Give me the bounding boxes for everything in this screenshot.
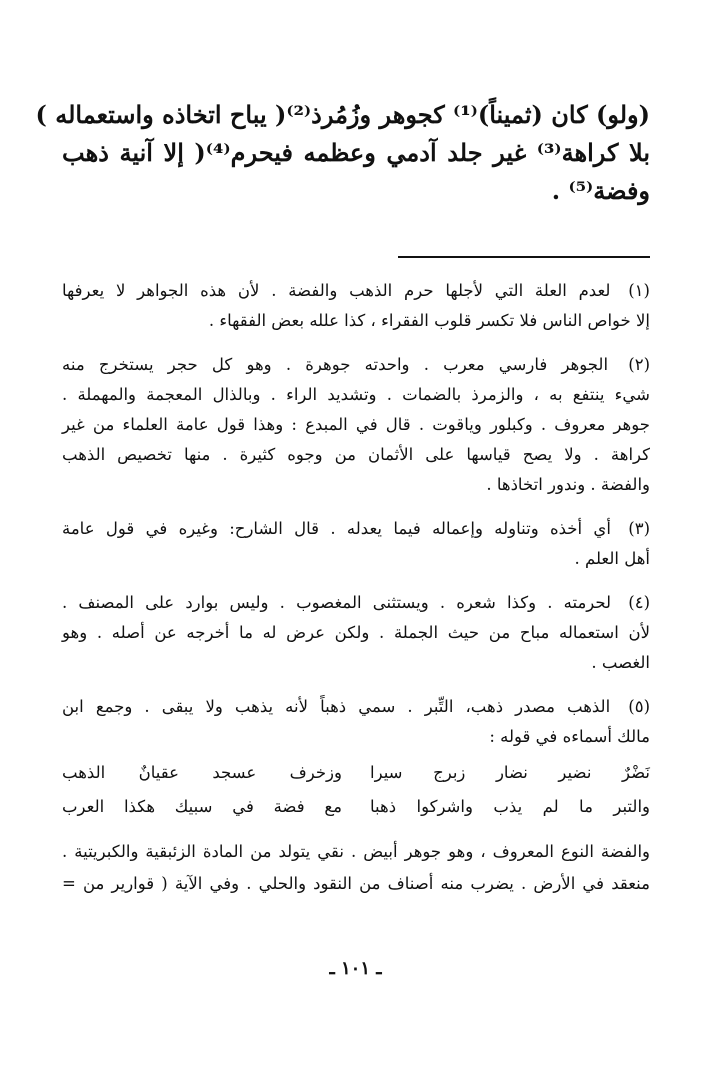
poem-verse [62,756,650,790]
footnote-line: (٥) الذهب مصدر ذهب، التِّبر . سمي ذهباً لأنه يذهب ولا يبقى . وجمع ابن [62,697,651,716]
poem-verses [62,756,650,824]
poem-hemistich-right: نَضْرٌ نضير نضار زبرج سيرا [370,763,650,782]
footnote-1 [62,276,650,336]
footnotes [62,276,650,900]
footnote-line: مالك أسماءه في قوله : [489,727,650,746]
footnote-5-continuation [62,836,650,900]
poem-verse [62,790,650,824]
footnote-line: إلا خواص الناس فلا تكسر قلوب الفقراء ، كذا علله بعض الفقهاء . [208,311,650,330]
footnote-number: (٥) [628,697,651,716]
page-number: ـ ١٠١ ـ [329,958,382,979]
footnote-line: (٤) لحرمته . وكذا شعره . ويستثنى المغصوب . وليس بوارد على المصنف . [62,593,650,612]
footnote-line: أهل العلم . [574,549,650,568]
main-text [35,96,651,210]
footnote-line: (٢) الجوهر فارسي معرب . واحدته جوهرة . وهو كل حجر يستخرج منه [62,355,650,374]
footnote-line: والفضة النوع المعروف ، وهو جوهر أبيض . نقي يتولد من المادة الزئبقية والكبريتية . [62,842,650,861]
footnote-separator [398,256,650,258]
main-text-line: بلا كراهة⁽³⁾ غير جلد آدمي وعظمه فيحرم⁽⁴⁾( إلا آنية ذهب [62,138,651,167]
footnote-line: كراهة . ولا يصح قياسها على الأثمان من وجوه كثيرة . منها تخصيص الذهب [62,445,650,464]
footnote-line: شيء ينتفع به ، والزمرذ بالضمات . وتشديد الراء . وبالذال المعجمة والمهملة . [62,385,650,404]
footnote-number: (٣) [628,519,651,538]
footnote-3 [62,514,650,574]
poem-hemistich-left: مع فضة في سبيك هكذا العرب [62,797,342,816]
poem-hemistich-left: وزخرف عسجد عقيانٌ الذهب [62,763,342,782]
footnote-line: لأن استعماله مباح من حيث الجملة . ولكن عرض له ما أخرجه عن أصله . وهو [62,623,650,642]
footnote-line: والفضة . وندور اتخاذها . [486,475,650,494]
footnote-number: (١) [628,281,650,300]
poem-hemistich-right: والتبر ما لم يذب واشركوا ذهبا [370,797,650,816]
footnote-line: الغصب . [591,653,650,672]
footnote-line: جوهر معروف . وكبلور وياقوت . قال في المبدع : وهذا قول عامة العلماء من غير [62,415,650,434]
main-text-line: وفضة⁽⁵⁾ . [551,176,650,205]
footnote-number: (٤) [628,593,650,612]
footnote-line: منعقد في الأرض . يضرب منه أصناف من النقود والحلي . وفي الآية ( قوارير من = [62,874,650,893]
footnote-2 [62,350,650,500]
footnote-5 [62,692,650,752]
footnote-number: (٢) [628,355,650,374]
main-text-line: (ولو) كان (ثميناً)⁽¹⁾ كجوهر وزُمُرذ⁽²⁾( يباح اتخاذه واستعماله ) [35,100,650,129]
footnote-line: (١) لعدم العلة التي لأجلها حرم الذهب والفضة . لأن هذه الجواهر لا يعرفها [62,281,650,300]
footnote-line: (٣) أي أخذه وتناوله وإعماله فيما يعدله . قال الشارح: وغيره في قول عامة [62,519,651,538]
footnote-4 [62,588,650,678]
